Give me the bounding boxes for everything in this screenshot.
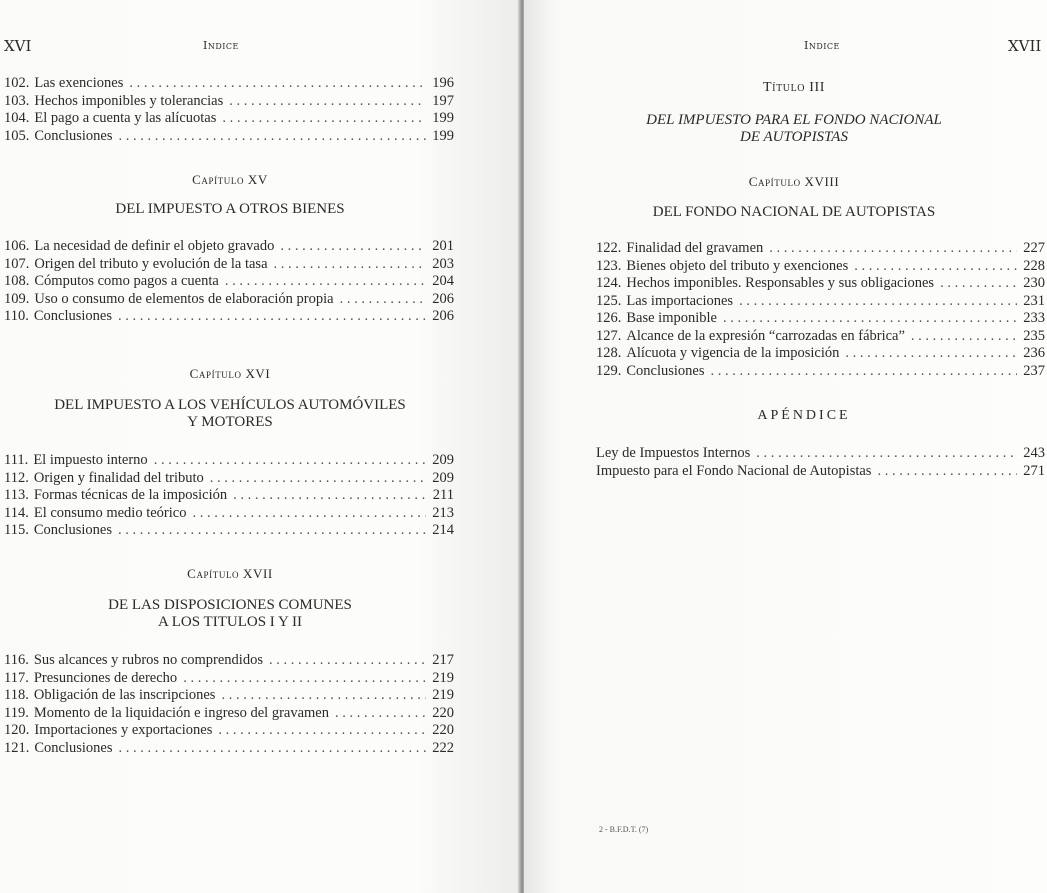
toc-item[interactable]: 110. Conclusiones . . . 206 — [4, 308, 454, 326]
left-folio: XVI — [4, 37, 32, 55]
leader-dots — [340, 291, 427, 309]
leader-dots — [119, 128, 427, 146]
toc-item[interactable]: 123. Bienes objeto del tributo y exenciones . . . 228 — [596, 258, 1045, 276]
toc-item[interactable]: 116. Sus alcances y rubros no comprendidos . . . 217 — [4, 652, 454, 670]
toc-item[interactable]: 112. Origen y finalidad del tributo . . . 209 — [4, 470, 454, 488]
leader-dots — [154, 452, 427, 470]
chapter-xvii-list — [4, 652, 454, 757]
toc-item[interactable]: 109. Uso o consumo de elementos de elaboración propia . . . 206 — [4, 291, 454, 309]
toc-item[interactable]: 102. Las exenciones . . . 196 — [4, 75, 454, 93]
toc-item[interactable]: 117. Presunciones de derecho . . . 219 — [4, 670, 454, 688]
toc-item[interactable]: 115. Conclusiones . . . 214 — [4, 522, 454, 540]
right-running-head: Indice — [804, 39, 840, 52]
leader-dots — [940, 275, 1017, 293]
leader-dots — [854, 258, 1017, 276]
toc-item[interactable]: 119. Momento de la liquidación e ingreso del gravamen . . . 220 — [4, 705, 454, 723]
leader-dots — [222, 110, 426, 128]
toc-item[interactable]: 129. Conclusiones . . . 237 — [596, 363, 1045, 381]
leader-dots — [845, 345, 1017, 363]
toc-item[interactable]: 121. Conclusiones . . . 222 — [4, 740, 454, 758]
chapter-label: Capítulo XVIII — [748, 174, 840, 189]
chapter-title: DEL FONDO NACIONAL DE AUTOPISTAS — [652, 204, 936, 220]
leader-dots — [711, 363, 1018, 381]
leader-dots — [210, 470, 426, 488]
chapter-xviii-list — [596, 240, 1045, 380]
toc-item[interactable]: 127. Alcance de la expresión “carrozadas en fábrica” . . . 235 — [596, 328, 1045, 346]
toc-item[interactable]: 103. Hechos imponibles y tolerancias . . . 197 — [4, 93, 454, 111]
chapter-label: Capítulo XV — [192, 172, 268, 187]
toc-item[interactable]: 118. Obligación de las inscripciones . . . 219 — [4, 687, 454, 705]
chapter-title-line: Y MOTORES — [187, 414, 273, 430]
leader-dots — [769, 240, 1017, 258]
toc-item[interactable]: 114. El consumo medio teórico . . . 213 — [4, 505, 454, 523]
chapter-title-line: DEL IMPUESTO A LOS VEHÍCULOS AUTOMÓVILES — [54, 397, 406, 413]
leader-dots — [118, 522, 426, 540]
toc-item[interactable]: 126. Base imponible . . . 233 — [596, 310, 1045, 328]
titulo-line: DEL IMPUESTO PARA EL FONDO NACIONAL — [646, 112, 942, 128]
leader-dots — [218, 722, 426, 740]
leader-dots — [274, 256, 427, 274]
leader-dots — [269, 652, 426, 670]
right-page — [524, 0, 1047, 893]
leader-dots — [756, 445, 1017, 463]
toc-item[interactable]: 111. El impuesto interno . . . 209 — [4, 452, 454, 470]
toc-item[interactable]: 108. Cómputos como pagos a cuenta . . . 204 — [4, 273, 454, 291]
leader-dots — [233, 487, 427, 505]
chapter-label: Capítulo XVI — [189, 366, 271, 381]
leader-dots — [225, 273, 426, 291]
toc-item[interactable]: 104. El pago a cuenta y las alícuotas . . . 199 — [4, 110, 454, 128]
leader-dots — [192, 505, 426, 523]
leader-dots — [739, 293, 1017, 311]
printer-signature-mark: 2 - B.F.D.T. (7) — [599, 825, 649, 834]
leader-dots — [911, 328, 1017, 346]
toc-item[interactable]: 128. Alícuota y vigencia de la imposición . . . 236 — [596, 345, 1045, 363]
toc-item[interactable]: 105. Conclusiones . . . 199 — [4, 128, 454, 146]
leader-dots — [877, 463, 1017, 481]
toc-item[interactable]: 124. Hechos imponibles. Responsables y sus obligaciones . . . 230 — [596, 275, 1045, 293]
chapter-xvi-list — [4, 452, 454, 540]
left-running-head: Indice — [203, 39, 239, 52]
chapter-title-line: A LOS TITULOS I Y II — [157, 614, 303, 630]
chapter-label: Capítulo XVII — [187, 566, 273, 581]
leader-dots — [221, 687, 426, 705]
appendix-title: APÉNDICE — [757, 408, 851, 423]
toc-item[interactable]: 120. Importaciones y exportaciones . . . 220 — [4, 722, 454, 740]
chapter-title-line: DE LAS DISPOSICIONES COMUNES — [108, 597, 352, 613]
toc-item[interactable]: Impuesto para el Fondo Nacional de Autopistas . . . 271 — [596, 463, 1045, 481]
leader-dots — [118, 308, 426, 326]
leader-dots — [129, 75, 426, 93]
left-page — [0, 0, 520, 893]
toc-item[interactable]: 113. Formas técnicas de la imposición . . . 211 — [4, 487, 454, 505]
leader-dots — [280, 238, 426, 256]
chapter-xv-list — [4, 238, 454, 326]
leader-dots — [335, 705, 426, 723]
toc-item[interactable]: 122. Finalidad del gravamen . . . 227 — [596, 240, 1045, 258]
leader-dots — [119, 740, 427, 758]
leader-dots — [183, 670, 426, 688]
toc-item[interactable]: 125. Las importaciones . . . 231 — [596, 293, 1045, 311]
chapter-title: DEL IMPUESTO A OTROS BIENES — [115, 201, 345, 217]
titulo-label: Título III — [762, 80, 826, 95]
toc-item[interactable]: 106. La necesidad de definir el objeto gravado . . . 201 — [4, 238, 454, 256]
titulo-line: DE AUTOPISTAS — [740, 129, 848, 145]
toc-item[interactable]: 107. Origen del tributo y evolución de la tasa . . . 203 — [4, 256, 454, 274]
leader-dots — [229, 93, 426, 111]
left-top-list — [4, 75, 454, 145]
right-folio: XVII — [1008, 37, 1042, 55]
toc-item[interactable]: Ley de Impuestos Internos . . . 243 — [596, 445, 1045, 463]
appendix-list — [596, 445, 1045, 480]
leader-dots — [723, 310, 1017, 328]
